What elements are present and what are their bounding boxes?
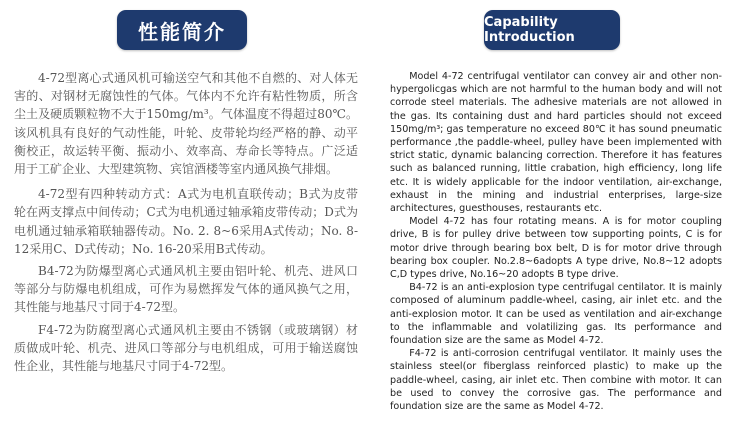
english-paragraph-2: Model 4-72 has four rotating means. A is for motor coupling drive, B is for pulley drive between tow supporting points, C is for motor drive through bearing box belt, D is for motor drive through bearing box coupler. No.2.8~6adopts A type drive, No.8~12 adopts C,D types drive, No.16~20 adopts B type drive. (390, 216, 722, 281)
chinese-paragraph-2: 4-72型有四种转动方式：A式为电机直联传动；B式为皮带轮在两支撑点中间传动；C式为电机通过轴承箱皮带传动；D式为电机通过轴承箱联轴器传动。No. 2. 8~6采用A式传动；No. 8-12采用C、D式传动；No. 16-20采用B式传动。 (14, 187, 358, 256)
chinese-paragraph-3: B4-72为防爆型离心式通风机主要由铝叶轮、机壳、进风口等部分与防爆电机组成，可作为易燃挥发气体的通风换气之用，其性能与地基尺寸同于4-72型。 (14, 264, 358, 315)
chinese-text (14, 69, 358, 379)
english-paragraph-4: F4-72 is anti-corrosion centrifugal ventilator. It mainly uses the stainless steel(or fiberglass reinforced plastic) to make up the paddle-wheel, casing, air inlet etc. Then combine with motor. It can be used to convey the corrosive gas. The performance and foundation size are the same as Model 4-72. (390, 348, 722, 413)
english-paragraph-3: B4-72 is an anti-explosion type centrifugal centilator. It is mainly composed of aluminum paddle-wheel, casing, air inlet etc. and the anti-explosion motor. It can be used as ventilation and air-exchange to the inflammable and volatilizing gas. Its performance and foundation size are the same as Model 4-72. (390, 282, 722, 347)
chinese-title-badge (117, 10, 247, 50)
english-paragraph-1: Model 4-72 centrifugal ventilator can convey air and other non-hypergolicgas which are not harmful to the human body and will not corrode steel materials. The adhesive materials are not allowed in the gas. Its containing dust and hard particles should not exceed 150mg/m³; gas temperature no exceed 80℃ it has sound pneumatic performance ,the paddle-wheel, pulley have been implemented with strict static, dynamic balancing correction. Therefore it has features such as balanced running, little crabation, high efficiency, long life etc. It is widely applicable for the indoor ventilation, air-exchange, exhaust in the mining and industrial enterprises, large-size architectures, guesthouses, restaurants etc. (390, 71, 722, 215)
english-text (390, 70, 722, 413)
chinese-paragraph-1: 4-72型离心式通风机可输送空气和其他不自燃的、对人体无害的、对钢材无腐蚀性的气体。气体内不允许有粘性物质，所含尘土及硬质颗粒物不大于150mg/m³。气体温度不得超过80℃。该风机具有良好的气动性能，叶轮、皮带轮均经严格的静、动平衡校正，故运转平衡、振动小、效率高、寿命长等特点。广泛适用于工矿企业、大型建筑物、宾馆酒楼等室内通风换气排烟。 (14, 71, 358, 177)
english-title: Capability Introduction (484, 15, 575, 45)
english-column (376, 0, 730, 438)
english-title-badge (484, 10, 620, 50)
chinese-title: 性能简介 (138, 19, 226, 44)
chinese-paragraph-4: F4-72为防腐型离心式通风机主要由不锈钢（或玻璃钢）材质做成叶轮、机壳、进风口等部分与电机组成，可用于输送腐蚀性企业，其性能与地基尺寸同于4-72型。 (14, 322, 358, 374)
